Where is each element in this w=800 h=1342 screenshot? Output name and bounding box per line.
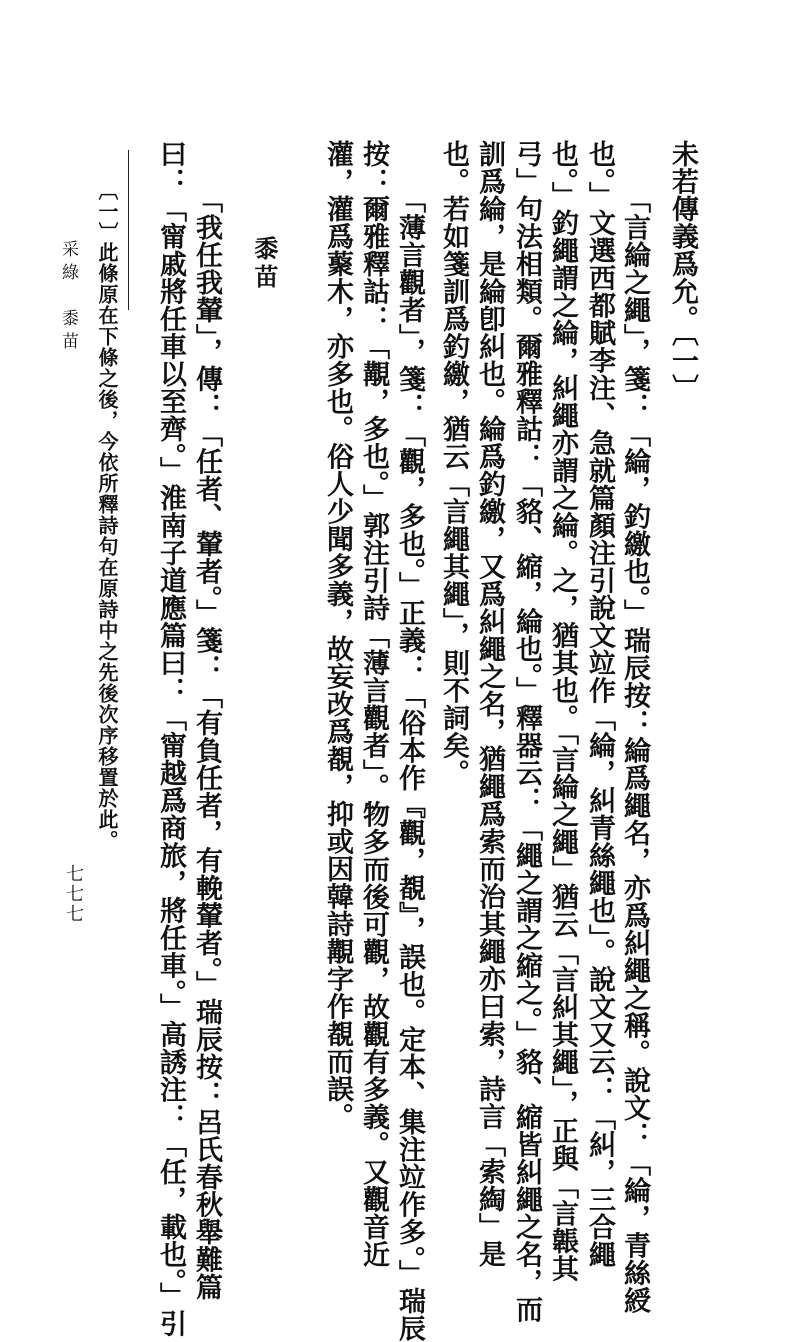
- text-column-6: 也。若如箋訓爲釣繳，猶云「言繩其繩」，則不詞矣。: [438, 140, 469, 787]
- text-column-1: 「言綸之繩」，箋：「綸，釣繳也。」瑞辰按：綸爲繩名，亦爲糾繩之稱。說文：「綸，青絲綬: [619, 186, 650, 1314]
- footnote-marker: 〔一〕: [95, 180, 119, 243]
- text-column-7: 「薄言觀者」，箋：「觀，多也。」正義：「俗本作『觀，覩』，誤也。定本、集注竝作多。」瑞辰: [394, 186, 425, 1342]
- footnote-rule: [128, 150, 129, 310]
- text-column-3: 也。」釣繩謂之綸，糾繩亦謂之綸。之，猶其也。「言綸之繩」猶云「言糾其繩」，正與「言韔其: [547, 140, 578, 1282]
- text-column-5: 訓爲綸，是綸卽糾也。綸爲釣繳，又爲糾繩之名，猶繩爲索而治其繩亦曰索，詩言「索綯」是: [474, 140, 505, 1268]
- text-column-9: 灌，灌爲藂木，亦多也。俗人少聞多義，故妄改爲覩，抑或因韓詩覯字作覩而誤。: [322, 140, 353, 1130]
- paragraph-heading-line: 未若傳義爲允。〔一〕: [667, 140, 698, 402]
- text-column-2: 也。」文選西都賦李注、急就篇顏注引說文竝作「綸，糾青絲繩也」。說文又云：「糾，三合繩: [584, 140, 615, 1268]
- text-column-4: 弓」句法相類。爾雅釋詁：「貉、縮，綸也。」釋器云：「繩之謂之縮之。」貉、縮皆糾繩之名，而: [511, 140, 542, 1323]
- page-number: 七七七: [63, 864, 84, 924]
- running-head: 采綠 黍苗: [58, 240, 78, 355]
- section-text-column-2: 曰：「甯戚將任車以至齊。」淮南子道應篇曰：「甯越爲商旅，將任車。」高誘注：「任，載也。」引: [155, 140, 186, 1337]
- text-column-8: 按：爾雅釋詁：「覯，多也。」郭注引詩「薄言觀者」。物多而後可觀，故觀有多義。又觀音近: [358, 140, 389, 1268]
- section-title: 黍苗: [250, 236, 279, 292]
- footnote-text: 此條原在下條之後，今依所釋詩句在原詩中之先後次序移置於此。: [95, 242, 119, 851]
- section-text-column-1: 「我任我輦」，傳：「任者、輦者。」箋：「有負任者，有輓輦者。」瑞辰按：呂氏春秋舉難篇: [191, 186, 222, 1301]
